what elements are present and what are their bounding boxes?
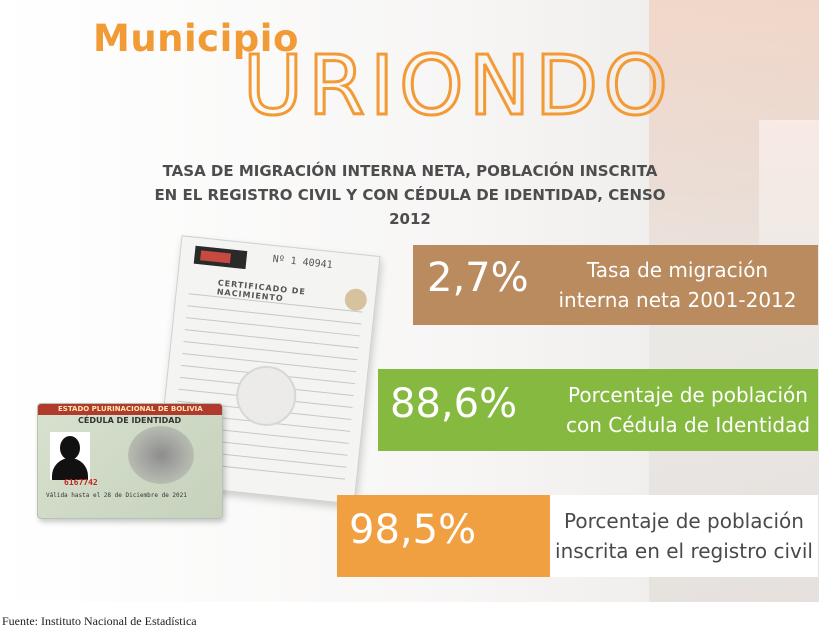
id-card-blurred-area — [128, 426, 194, 484]
stat-label — [555, 506, 813, 566]
source-note: Fuente: Instituto Nacional de Estadística — [2, 614, 197, 628]
id-card-band-text: ESTADO PLURINACIONAL DE BOLIVIA — [58, 405, 203, 413]
subtitle-line-1: TASA DE MIGRACIÓN INTERNA NETA, POBLACIÓN INSCRITA — [162, 162, 658, 180]
stat-label-line-2: con Cédula de Identidad — [565, 413, 811, 437]
id-card-title: CÉDULA DE IDENTIDAD — [78, 416, 182, 425]
stat-label-box — [550, 495, 818, 577]
stat-migration — [413, 245, 818, 325]
certificate-heading: CERTIFICADO DE NACIMIENTO — [216, 278, 307, 304]
stat-label-box — [537, 245, 818, 325]
stat-identity-card — [378, 369, 818, 451]
id-card-valid-until: Válida hasta el 28 de Diciembre de 2021 — [46, 492, 187, 499]
stat-label-line-1: Porcentaje de población — [564, 509, 804, 533]
stat-label — [559, 255, 797, 315]
stat-label-line-2: interna neta 2001-2012 — [558, 288, 797, 312]
subtitle — [140, 159, 680, 231]
stat-label-line-2: inscrita en el registro civil — [555, 539, 813, 563]
id-card-number: 6167742 — [64, 478, 98, 487]
title-municipio: Municipio — [93, 17, 299, 60]
id-card-image — [37, 403, 223, 519]
stat-label-line-1: Porcentaje de población — [568, 383, 808, 407]
stat-value: 88,6% — [390, 381, 518, 427]
subtitle-line-2: EN EL REGISTRO CIVIL Y CON CÉDULA DE IDENTIDAD, CENSO 2012 — [154, 186, 666, 228]
stat-label — [566, 380, 810, 440]
title-uriondo: URIONDO — [243, 39, 673, 134]
certificate-number: Nº 1 40941 — [272, 253, 334, 272]
stat-label-box — [558, 369, 818, 451]
stat-value: 2,7% — [427, 255, 529, 301]
stat-label-line-1: Tasa de migración — [586, 258, 769, 282]
stat-civil-registry — [337, 495, 818, 577]
person-silhouette-icon — [60, 436, 80, 460]
stat-value: 98,5% — [349, 507, 477, 553]
